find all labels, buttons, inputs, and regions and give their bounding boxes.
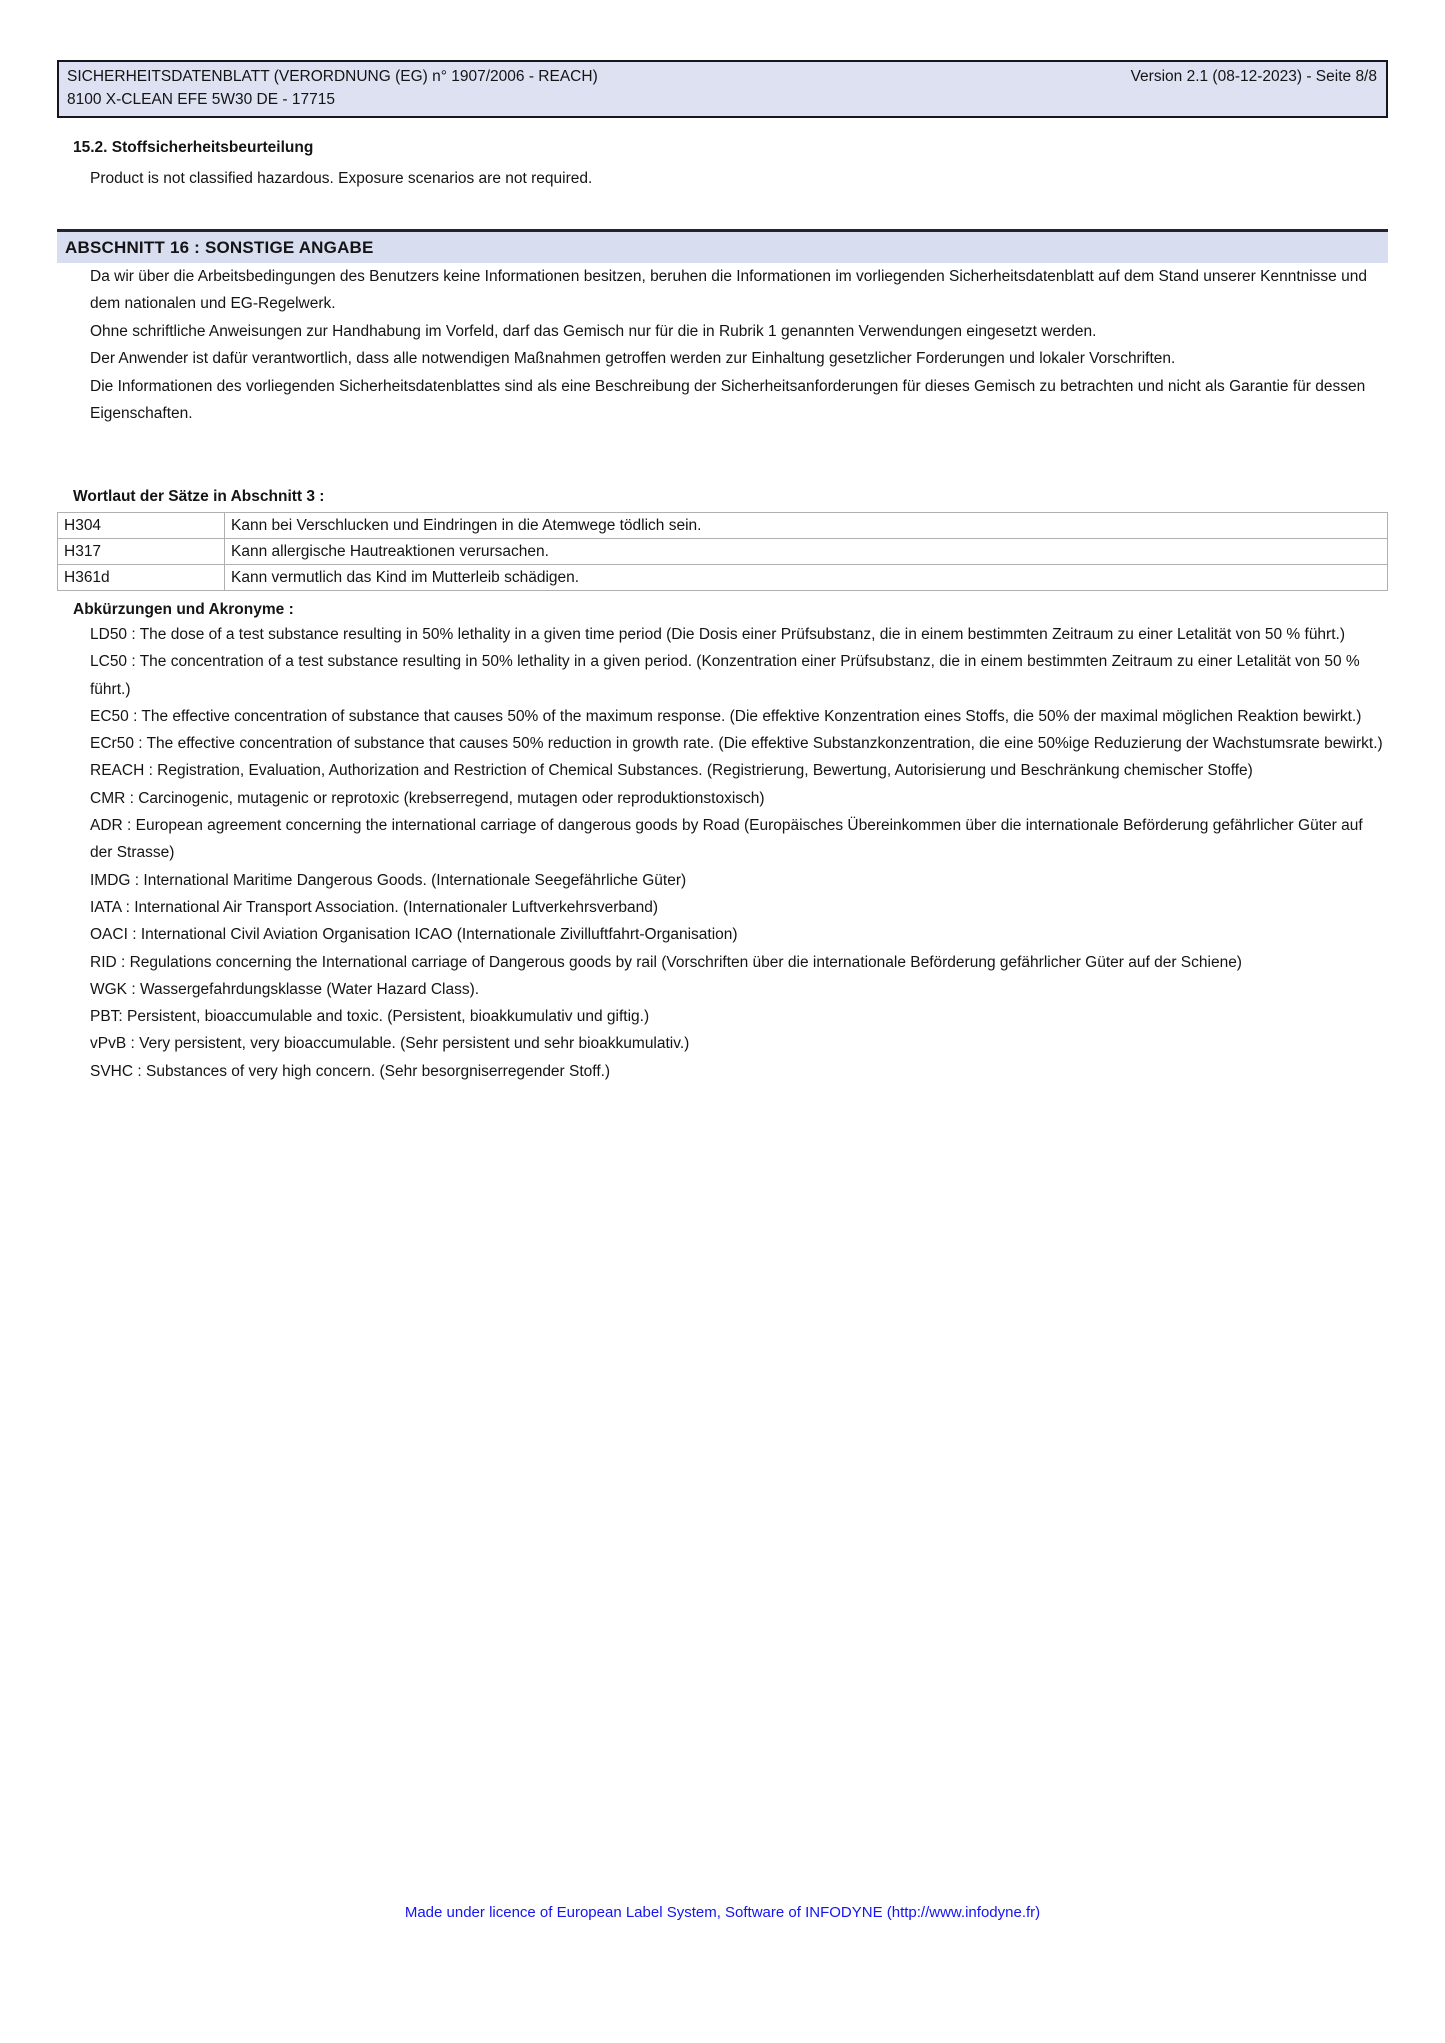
abbreviation-line: LD50 : The dose of a test substance resulting in 50% lethality in a given time period (Die Dosis einer Prüfsubstanz, die in einem bestimmten Zeitraum zu einer Letalität von 50 % führt.) xyxy=(90,626,1345,643)
abbreviation-line: IATA : International Air Transport Association. (Internationaler Luftverkehrsverband) xyxy=(90,898,659,916)
section-16-banner: ABSCHNITT 16 : SONSTIGE ANGABE xyxy=(57,229,1388,263)
section-15-2-body: Product is not classified hazardous. Exposure scenarios are not required. xyxy=(90,170,593,187)
paragraph: Ohne schriftliche Anweisungen zur Handhabung im Vorfeld, darf das Gemisch nur für die in Rubrik 1 genannten Verwendungen eingesetzt werden. xyxy=(90,322,1097,340)
header-line-1 xyxy=(67,65,1377,88)
abbreviation-line: ECr50 : The effective concentration of substance that causes 50% reduction in growth rate. (Die effektive Substanzkonzentration, die eine 50%ige Reduzierung der Wachstumsrate bewirkt.) xyxy=(90,735,1383,753)
hazard-statements-table xyxy=(57,512,1388,591)
hazard-code-cell: H304 xyxy=(58,513,225,539)
abbreviation-line: EC50 : The effective concentration of substance that causes 50% of the maximum response. (Die effektive Konzentration eines Stoffs, die 50% der maximal möglichen Reaktion bewirkt.) xyxy=(90,707,1362,725)
version-page-info: Version 2.1 (08-12-2023) - Seite 8/8 xyxy=(1130,68,1377,85)
footer-licence-note: Made under licence of European Label System, Software of INFODYNE (http://www.infodyne.fr) xyxy=(404,1904,1041,1921)
hazard-text-cell: Kann vermutlich das Kind im Mutterleib schädigen. xyxy=(225,565,1388,591)
abbreviation-line: SVHC : Substances of very high concern. (Sehr besorgniserregender Stoff.) xyxy=(90,1062,611,1080)
document-title: SICHERHEITSDATENBLATT (VERORDNUNG (EG) n° 1907/2006 - REACH) xyxy=(67,68,598,85)
paragraph: Die Informationen des vorliegenden Sicherheitsdatenblattes sind als eine Beschreibung der Sicherheitsanforderungen für dieses Gemisch zu betrachten und nicht als Garantie für dessen Eigenschaften. xyxy=(90,377,1366,423)
document-header-bar xyxy=(57,60,1388,118)
paragraph: Der Anwender ist dafür verantwortlich, dass alle notwendigen Maßnahmen getroffen werden zur Einhaltung gesetzlicher Forderungen und lokaler Vorschriften. xyxy=(90,350,1176,368)
abbreviation-line: CMR : Carcinogenic, mutagenic or reprotoxic (krebserregend, mutagen oder reproduktionstoxisch) xyxy=(90,789,765,807)
table-row xyxy=(58,513,1388,539)
section-16-paragraphs xyxy=(90,263,1388,427)
abbreviation-line: LC50 : The concentration of a test substance resulting in 50% lethality in a given period. (Konzentration einer Prüfsubstanz, die in einem bestimmten Zeitraum zu einer Letalität von 50 % führt.) xyxy=(90,653,1360,698)
hazard-statements-title: Wortlaut der Sätze in Abschnitt 3 : xyxy=(73,488,325,505)
paragraph: Da wir über die Arbeitsbedingungen des Benutzers keine Informationen besitzen, beruhen die Informationen im vorliegenden Sicherheitsdatenblatt auf dem Stand unserer Kenntnisse und dem nationalen und EG-Regelwerk. xyxy=(90,268,1367,313)
abbreviation-line: IMDG : International Maritime Dangerous Goods. (Internationale Seegefährliche Güter) xyxy=(90,871,687,889)
abbreviation-line: OACI : International Civil Aviation Organisation ICAO (Internationale Zivilluftfahrt-Organisation) xyxy=(90,926,738,944)
hazard-statements-table-wrap xyxy=(57,512,1388,591)
abbreviation-line: ADR : European agreement concerning the international carriage of dangerous goods by Road (Europäisches Übereinkommen über die internationale Beförderung gefährlicher Güter auf der Strasse) xyxy=(90,817,1363,862)
table-row xyxy=(58,565,1388,591)
hazard-code-cell: H317 xyxy=(58,539,225,565)
abbreviation-line: REACH : Registration, Evaluation, Authorization and Restriction of Chemical Substances. (Registrierung, Bewertung, Autorisierung und Beschränkung chemischer Stoffe) xyxy=(90,762,1253,780)
hazard-text-cell: Kann allergische Hautreaktionen verursachen. xyxy=(225,539,1388,565)
table-row xyxy=(58,539,1388,565)
hazard-code-cell: H361d xyxy=(58,565,225,591)
abbreviation-line: vPvB : Very persistent, very bioaccumulable. (Sehr persistent und sehr bioakkumulativ.) xyxy=(90,1035,690,1053)
abbreviation-line: WGK : Wassergefahrdungsklasse (Water Hazard Class). xyxy=(90,980,480,998)
abbreviations-list xyxy=(90,621,1388,1085)
product-name: 8100 X-CLEAN EFE 5W30 DE - 17715 xyxy=(67,91,335,108)
abbreviation-line: PBT: Persistent, bioaccumulable and toxic. (Persistent, bioakkumulativ und giftig.) xyxy=(90,1008,650,1026)
abbreviation-line: RID : Regulations concerning the International carriage of Dangerous goods by rail (Vorschriften über die internationale Beförderung gefährlicher Güter auf der Schiene) xyxy=(90,953,1242,971)
hazard-text-cell: Kann bei Verschlucken und Eindringen in die Atemwege tödlich sein. xyxy=(225,513,1388,539)
abbreviations-title: Abkürzungen und Akronyme : xyxy=(73,601,294,618)
section-15-2-heading: 15.2. Stoffsicherheitsbeurteilung xyxy=(73,139,314,156)
